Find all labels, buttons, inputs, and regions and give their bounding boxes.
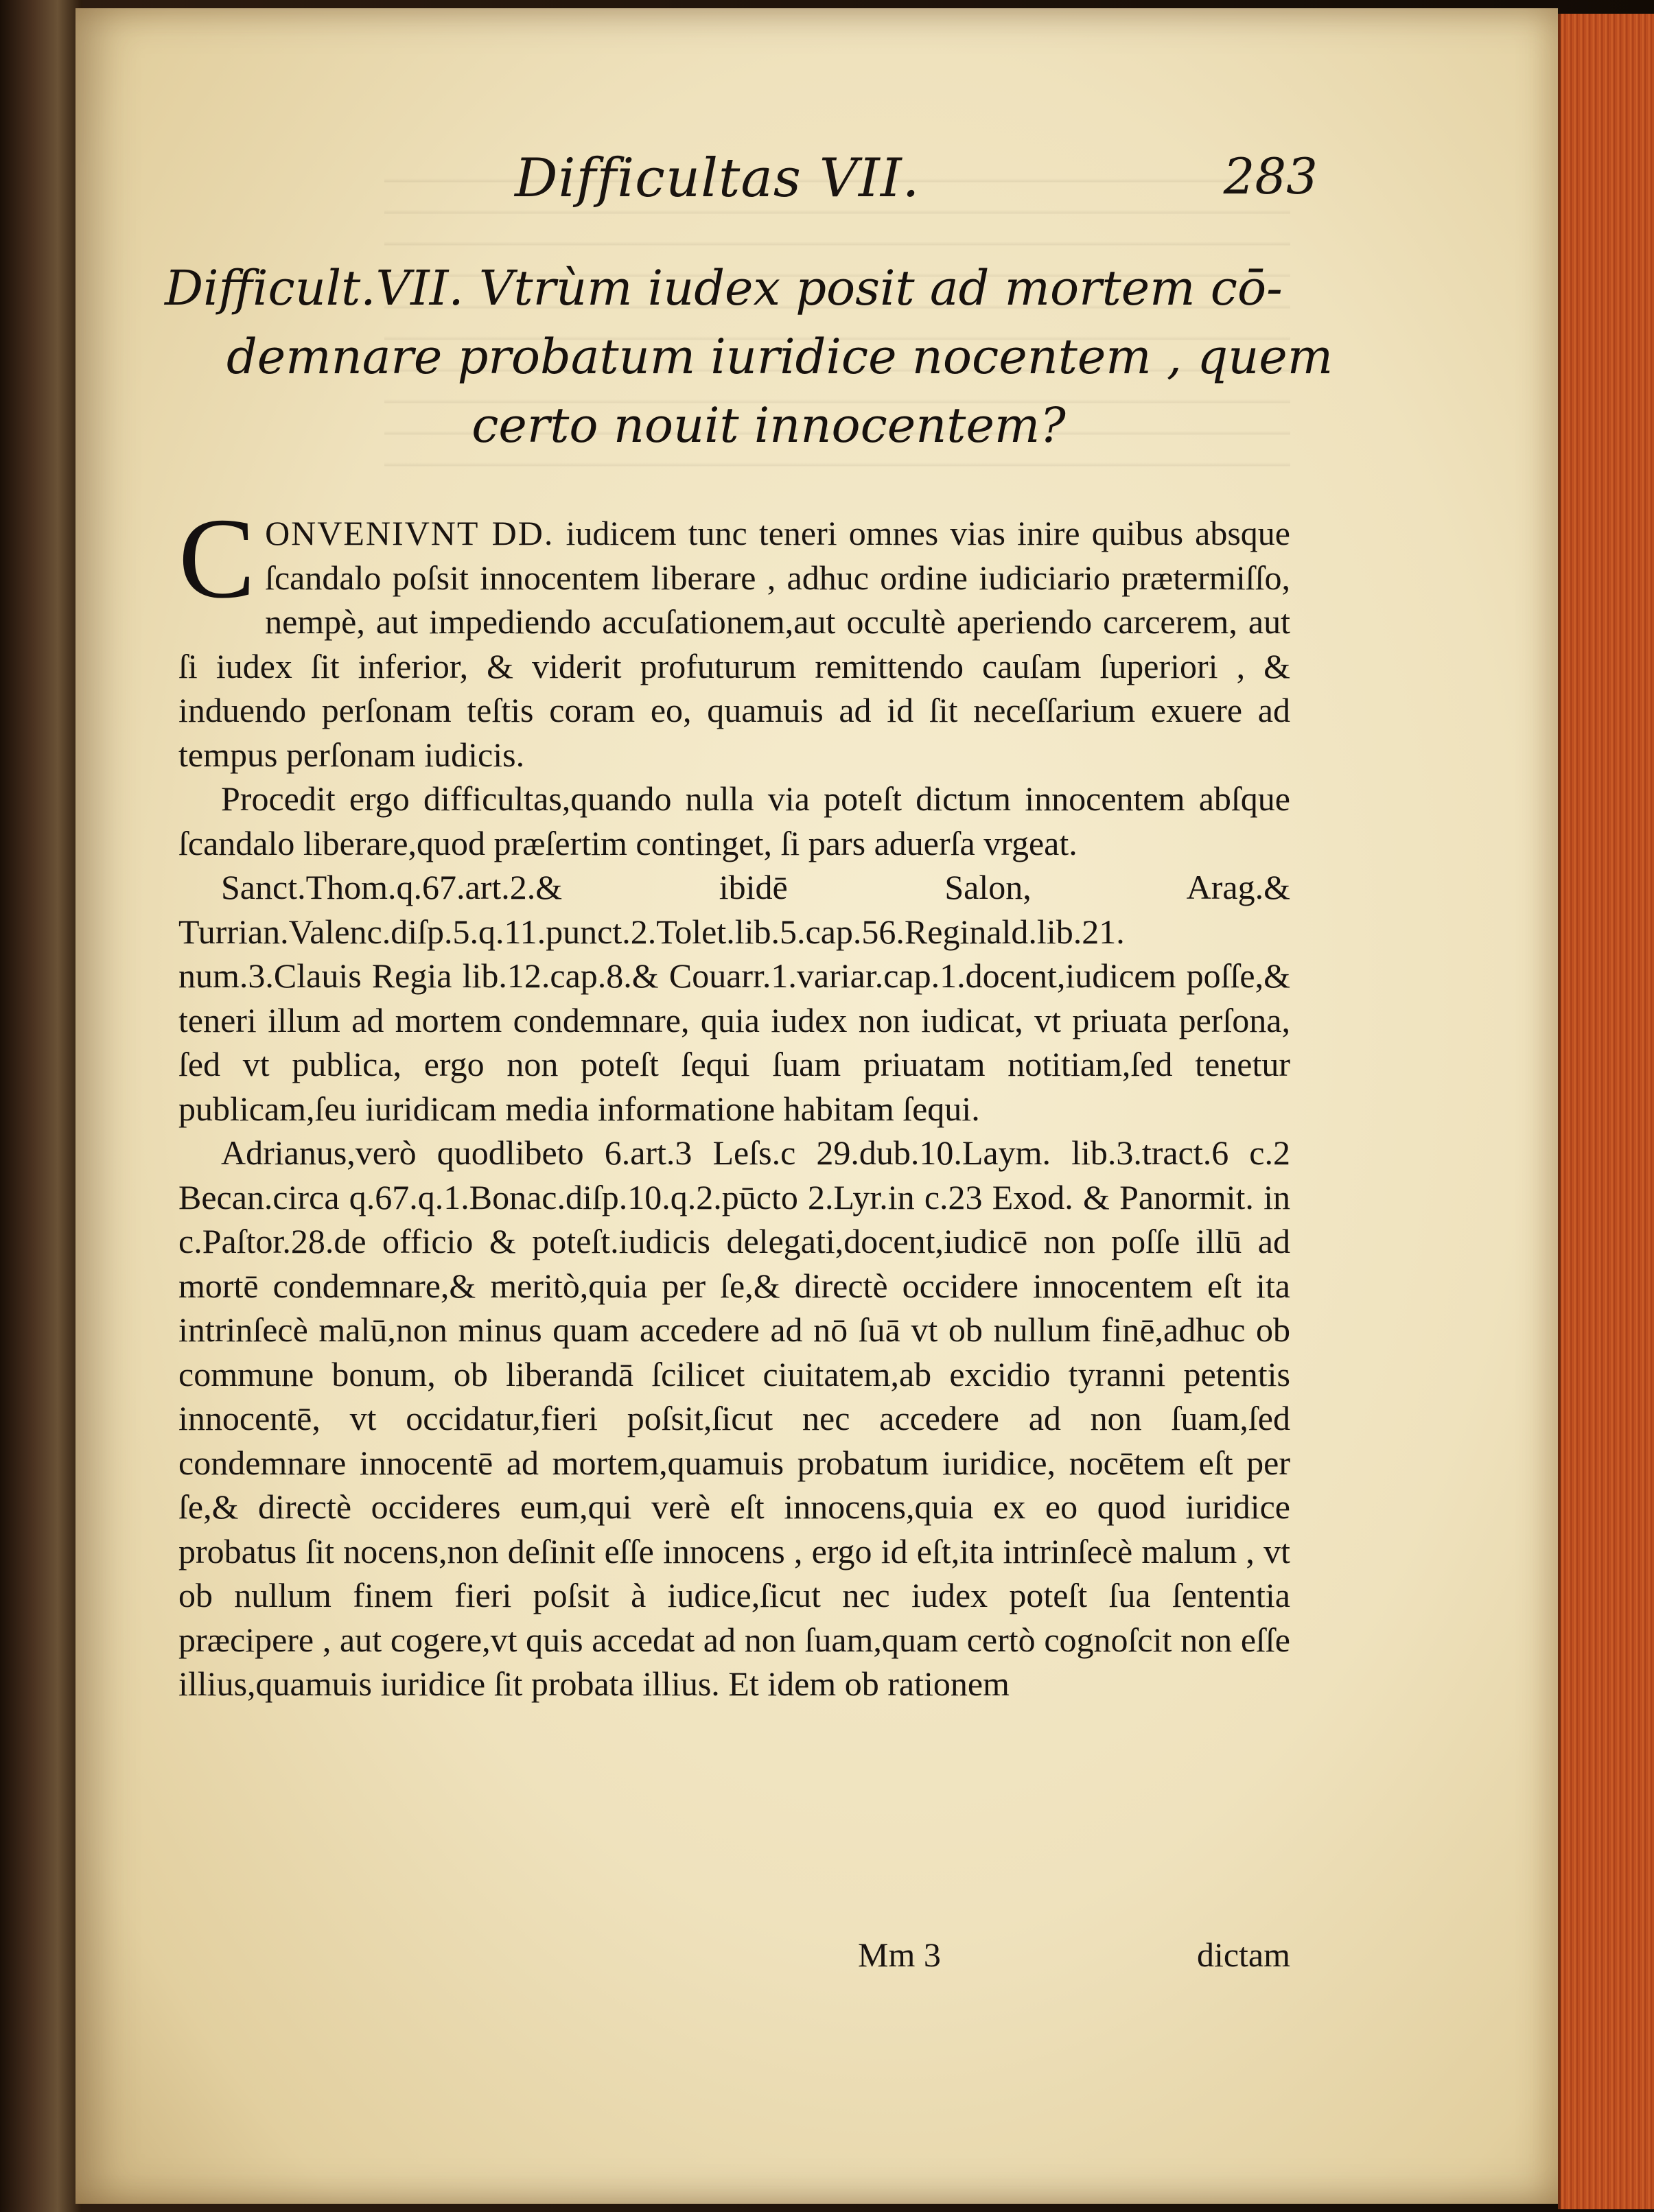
drop-capital: C (178, 495, 256, 622)
paragraph-2: Procedit ergo difficultas,quando nulla via poteſt dictum innocentem abſque ſcandalo liberare,quod præſertim continget, ſi pars aduerſa vrgeat. (178, 779, 1290, 862)
left-page-edge (0, 0, 82, 2212)
running-head-title: Difficultas VII. (515, 148, 920, 209)
fore-edge (1558, 14, 1654, 2209)
paragraph-1 (178, 495, 1291, 777)
page-footer (178, 1935, 1290, 1983)
paragraph-4: Adrianus,verò quodlibeto 6.art.3 Leſs.c 29.dub.10.Laym. lib.3.tract.6 c.2 Becan.circa q.67.q.1.Bonac.diſp.10.q.2.pūcto 2.Lyr.in c.23 Exod. & Panormit. in c.Paſtor.28.de officio & poteſt.iudicis delegati,docent,iudicē non poſſe illū ad mortē condemnare,& meritò,quia per ſe,& directè occidere innocentem eſt ita intrinſecè malū,non minus quam accedere ad nō ſuā vt ob nullum finē,adhuc ob commune bonum, ob liberandā ſcilicet ciuitatem,ab excidio tyranni petentis innocentē, vt occidatur,fieri poſsit,ſicut nec accedere ad non ſuam,ſed condemnare innocentē ad mortem,quamuis probatum iuridice, nocētem eſt per ſe,& directè occideres eum,qui verè eſt innocens,quia ex eo quod iuridice probatus ſit nocens,non deſinit eſſe innocens , ergo id eſt,ita intrinſecè malum , vt ob nullum finem fieri poſsit à iudice,ſicut nec iudex poteſt ſua ſententia præcipere , aut cogere,vt quis accedat ad non ſuam,quam certò cognoſcit non eſſe illius,quamuis iuridice ſit probata illius. Et idem ob rationem (178, 1133, 1290, 1703)
question-heading (165, 254, 1333, 460)
signature-mark: Mm 3 (858, 1936, 941, 1974)
body-text (178, 495, 1291, 1706)
lead-capitals: ONVENIVNT DD. (265, 514, 555, 552)
page-number: 283 (1223, 148, 1318, 205)
running-head (165, 148, 1318, 223)
heading-line-2: demnare probatum iuridice nocentem , quem (226, 329, 1333, 385)
heading-line-1: Difficult.VII. Vtrùm iudex posit ad mortem cō- (165, 260, 1283, 316)
catchword: dictam (1196, 1936, 1290, 1974)
paragraph-1-text: iudicem tunc teneri omnes vias inire quibus absque ſcandalo poſsit innocentem liberare , adhuc ordine iudiciario prætermiſſo, nempè, aut impediendo accuſationem,aut occultè aperiendo carcerem, aut ſi iudex ſit inferior, & viderit profuturum remittendo cauſam ſuperiori , & induendo perſonam teſtis coram eo, quamuis ad id ſit neceſſarium exuere ad tempus perſonam iudicis. (178, 514, 1291, 774)
heading-line-3: certo nouit innocentem? (471, 397, 1066, 454)
paragraph-3: Sanct.Thom.q.67.art.2.& ibidē Salon, Arag.& Turrian.Valenc.diſp.5.q.11.punct.2.Tolet.lib.5.cap.56.Reginald.lib.21. num.3.Clauis Regia lib.12.cap.8.& Couarr.1.variar.cap.1.docent,iudicem poſſe,& teneri illum ad mortem condemnare, quia iudex non iudicat, vt priuata perſona, ſed vt publica, ergo non poteſt ſequi ſuam priuatam notitiam,ſed tenetur publicam,ſeu iuridicam media informatione habitam ſequi. (178, 868, 1290, 1128)
